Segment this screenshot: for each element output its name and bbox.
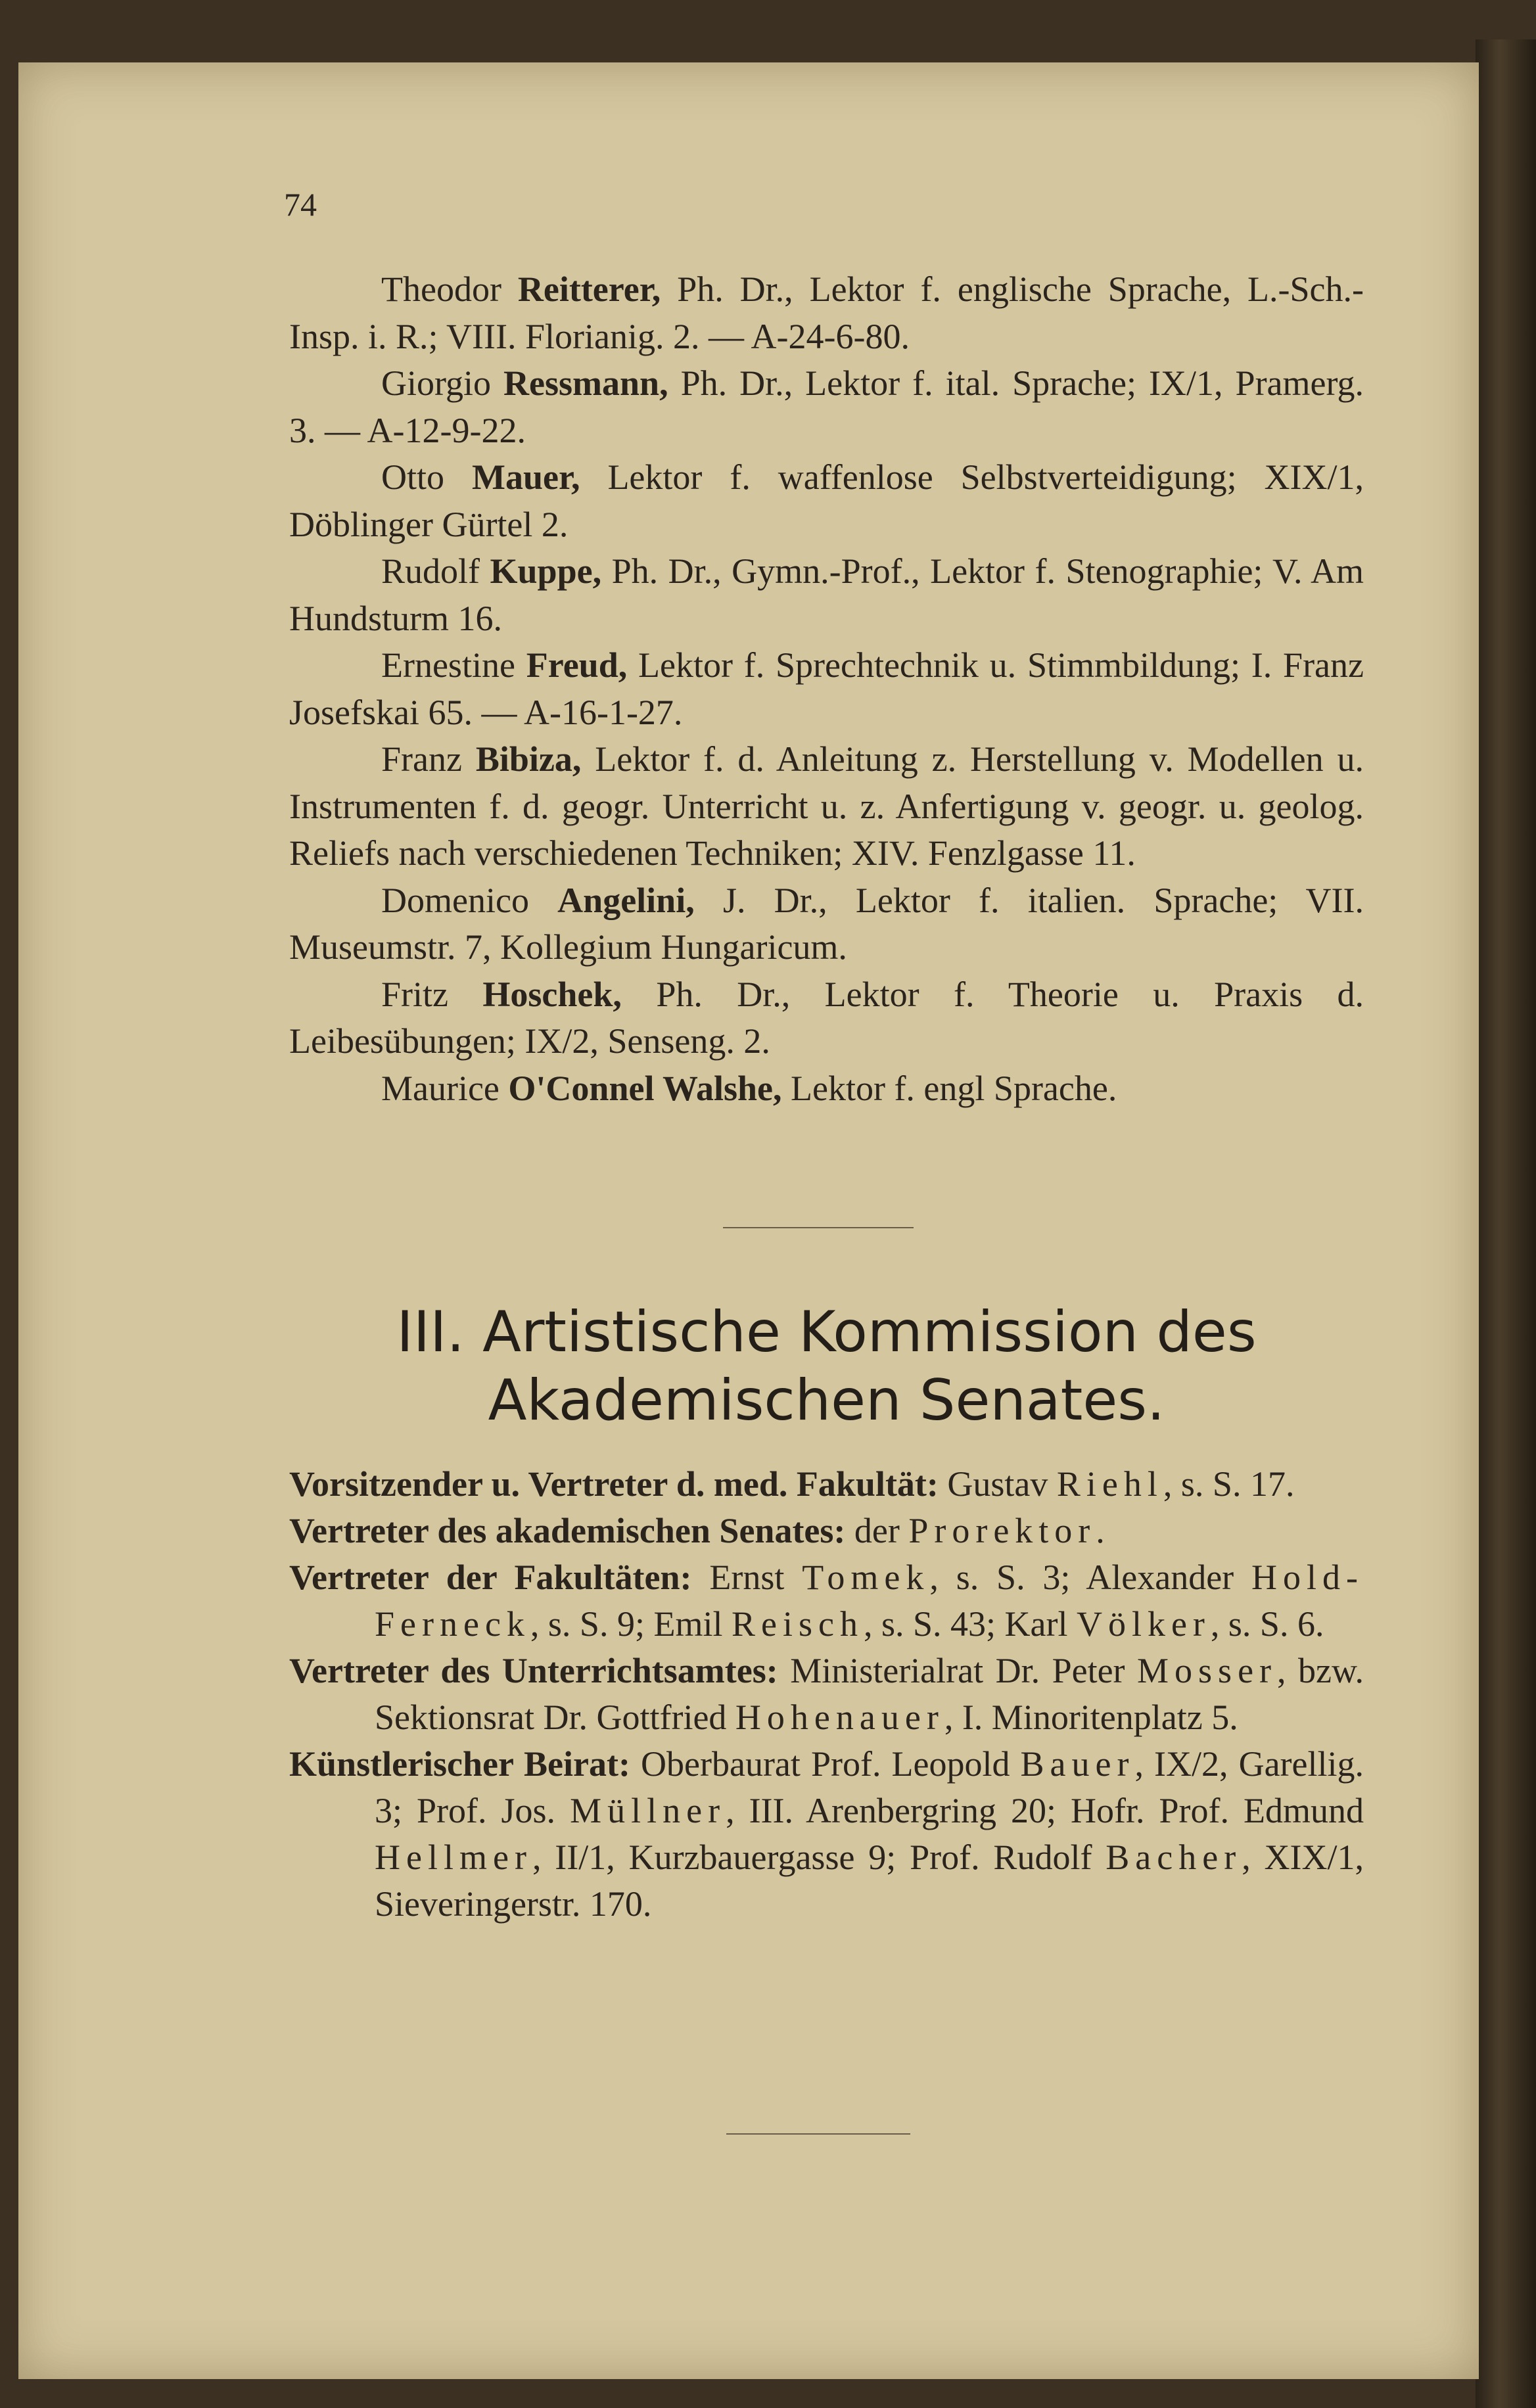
lecturer-surname: Hoschek, [482,974,622,1014]
lecturer-surname: Freud, [526,645,628,685]
member-text: Oberbaurat Prof. Leopold [630,1744,1021,1784]
lecturer-first-name: Rudolf [381,551,480,591]
book-spine-edge [1476,39,1536,2408]
section-heading [289,1298,1364,1435]
commission-role: Vertreter der Fakultäten: [289,1558,692,1597]
member-name: Bauer [1020,1744,1135,1784]
member-name: Mosser [1137,1651,1278,1690]
member-text: , s. S. 17. [1163,1464,1295,1504]
member-text: , III. Arenbergring 20; Hofr. Prof. Edmund [726,1791,1364,1830]
lecturer-details: Lektor f. waffenlose Selbstverteidigung; XIX/1, Döblinger Gürtel 2. [289,457,1364,544]
member-text: , XIX/1, Sieveringerstr. 170. [375,1838,1364,1924]
member-text: , bzw. Sektionsrat Dr. Gottfried [375,1651,1364,1737]
lecturer-first-name: Maurice [381,1068,500,1108]
member-text: . [1096,1511,1105,1550]
separator-rule-top [723,1227,914,1228]
lecturer-entry [289,642,1364,736]
member-text: der [845,1511,909,1550]
commission-entry [289,1554,1364,1648]
lecturer-surname: Angelini, [557,880,695,920]
lecturer-surname: Kuppe, [490,551,602,591]
lecturer-details: Lektor f. Sprechtechnik u. Stimmbildung; I. Franz Josefskai 65. — A-16-1-27. [289,645,1364,732]
member-name: Hold-Ferneck [375,1558,1364,1644]
lecturer-details: Lektor f. engl Sprache. [791,1068,1117,1108]
member-text: Gustav [938,1464,1057,1504]
lecturer-details: Ph. Dr., Lektor f. Theorie u. Praxis d. Leibesübungen; IX/2, Senseng. 2. [289,974,1364,1061]
commission-entry [289,1461,1364,1508]
lecturer-list [289,266,1364,1112]
lecturer-entry [289,1065,1364,1113]
commission-role: Vorsitzender u. Vertreter d. med. Fakultät: [289,1464,939,1504]
page-number: 74 [284,186,317,223]
lecturer-entry [289,736,1364,877]
lecturer-surname: Mauer, [471,457,580,497]
member-name: Reisch [731,1604,864,1644]
member-name: Völker [1076,1604,1211,1644]
lecturer-first-name: Fritz [381,974,448,1014]
commission-role: Künstlerischer Beirat: [289,1744,630,1784]
commission-role: Vertreter des Unterrichtsamtes: [289,1651,778,1690]
lecturer-entry [289,266,1364,360]
lecturer-first-name: Ernestine [381,645,515,685]
lecturer-surname: Bibiza, [475,739,582,779]
lecturer-entry [289,360,1364,454]
lecturer-details: Ph. Dr., Lektor f. ital. Sprache; IX/1, Pramerg. 3. — A-12-9-22. [289,363,1364,450]
section-heading-line2: Akademischen Senates. [488,1368,1165,1433]
lecturer-first-name: Otto [381,457,445,497]
lecturer-first-name: Giorgio [381,363,492,403]
member-name: Tomek [802,1558,930,1597]
member-text: , s. S. 6. [1210,1604,1324,1644]
lecturer-details: Ph. Dr., Lektor f. englische Sprache, L.-Sch.-Insp. i. R.; VIII. Florianig. 2. — A-24-6-80. [289,269,1364,356]
member-name: Müllner [570,1791,726,1830]
commission-members [289,1461,1364,1928]
member-name: Hohenauer [735,1698,944,1737]
commission-entry [289,1508,1364,1554]
lecturer-first-name: Domenico [381,880,529,920]
section-heading-line1: III. Artistische Kommission des [396,1299,1257,1365]
member-name: Prorektor [908,1511,1096,1550]
member-text: , s. S. 43; Karl [863,1604,1077,1644]
lecturer-details: Ph. Dr., Gymn.-Prof., Lektor f. Stenographie; V. Am Hundsturm 16. [289,551,1364,638]
member-text: , IX/2, Garellig. 3; Prof. Jos. [375,1744,1364,1830]
lecturer-details: Lektor f. d. Anleitung z. Herstellung v. Modellen u. Instrumenten f. d. geogr. Unterricht u. z. Anfertigung v. geogr. u. geolog. Reliefs nach verschiedenen Techniken; XIV. Fenzlgasse 11. [289,739,1364,873]
member-name: Riehl [1056,1464,1163,1504]
member-name: Bacher [1105,1838,1242,1877]
commission-entry [289,1648,1364,1741]
lecturer-entry [289,454,1364,548]
lecturer-first-name: Theodor [381,269,501,309]
lecturer-entry [289,877,1364,971]
member-text: , II/1, Kurzbauergasse 9; Prof. Rudolf [532,1838,1106,1877]
commission-entry [289,1741,1364,1928]
member-text: Ernst [691,1558,803,1597]
lecturer-entry [289,971,1364,1065]
commission-role: Vertreter des akademischen Senates: [289,1511,846,1550]
lecturer-surname: Reitterer, [517,269,661,309]
separator-rule-bottom [726,2133,910,2135]
lecturer-surname: O'Connel Walshe, [508,1068,782,1108]
member-text: Ministerialrat Dr. Peter [778,1651,1138,1690]
member-name: Hellmer [375,1838,532,1877]
member-text: , I. Minoritenplatz 5. [944,1698,1238,1737]
lecturer-details: J. Dr., Lektor f. italien. Sprache; VII. Museumstr. 7, Kollegium Hungaricum. [289,880,1364,967]
member-text: , s. S. 9; Emil [530,1604,732,1644]
lecturer-first-name: Franz [381,739,462,779]
member-text: , s. S. 3; Alexander [929,1558,1251,1597]
lecturer-surname: Ressmann, [503,363,668,403]
lecturer-entry [289,548,1364,642]
